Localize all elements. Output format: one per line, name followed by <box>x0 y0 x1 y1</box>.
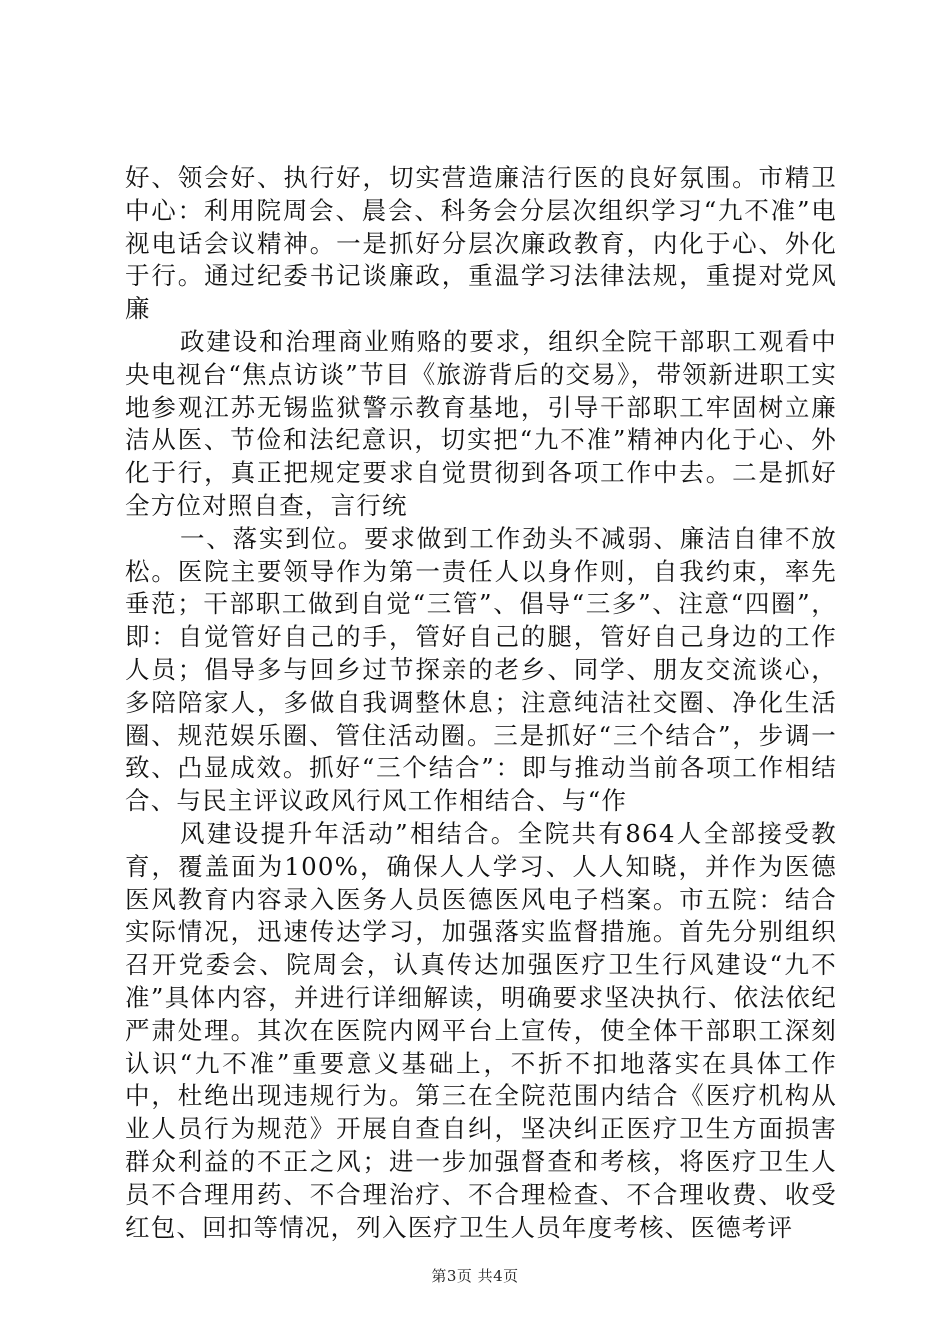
paragraph-4: 风建设提升年活动”相结合。全院共有864人全部接受教育，覆盖面为100%，确保人人学习、人人知晓，并作为医德医风教育内容录入医务人员医德医风电子档案。市五院：结合实际情况，迅速传达学习，加强落实监督措施。首先分别组织召开党委会、院周会，认真传达加强医疗卫生行风建设“九不准”具体内容，并进行详细解读，明确要求坚决执行、依法依纪严肃处理。其次在医院内网平台上宣传，使全体干部职工深刻认识“九不准”重要意义基础上，不折不扣地落实在具体工作中，杜绝出现违规行为。第三在全院范围内结合《医疗机构从业人员行为规范》开展自查自纠，坚决纠正医疗卫生方面损害群众利益的不正之风；进一步加强督查和考核，将医疗卫生人员不合理用药、不合理治疗、不合理检查、不合理收费、收受红包、回扣等情况，列入医疗卫生人员年度考核、医德考评 <box>125 818 837 1242</box>
paragraph-1: 好、领会好、执行好，切实营造廉洁行医的良好氛围。市精卫中心：利用院周会、晨会、科务会分层次组织学习“九不准”电视电话会议精神。一是抓好分层次廉政教育，内化于心、外化于行。通过纪委书记谈廉政，重温学习法律法规，重提对党风廉 <box>125 163 837 324</box>
page-number-footer: 第3页 共4页 <box>431 1267 519 1285</box>
paragraph-3: 一、落实到位。要求做到工作劲头不减弱、廉洁自律不放松。医院主要领导作为第一责任人以身作则，自我约束，率先垂范；干部职工做到自觉“三管”、倡导“三多”、注意“四圈”，即：自觉管好自己的手，管好自己的腿，管好自己身边的工作人员；倡导多与回乡过节探亲的老乡、同学、朋友交流谈心，多陪陪家人，多做自我调整休息；注意纯洁社交圈、净化生活圈、规范娱乐圈、管住活动圈。三是抓好“三个结合”，步调一致、凸显成效。抓好“三个结合”：即与推动当前各项工作相结合、与民主评议政风行风工作相结合、与“作 <box>125 523 837 816</box>
paragraph-2: 政建设和治理商业贿赂的要求，组织全院干部职工观看中央电视台“焦点访谈”节目《旅游背后的交易》，带领新进职工实地参观江苏无锡监狱警示教育基地，引导干部职工牢固树立廉洁从医、节俭和法纪意识，切实把“九不准”精神内化于心、外化于行，真正把规定要求自觉贯彻到各项工作中去。二是抓好全方位对照自查，言行统 <box>125 326 837 520</box>
document-body <box>125 162 837 1244</box>
